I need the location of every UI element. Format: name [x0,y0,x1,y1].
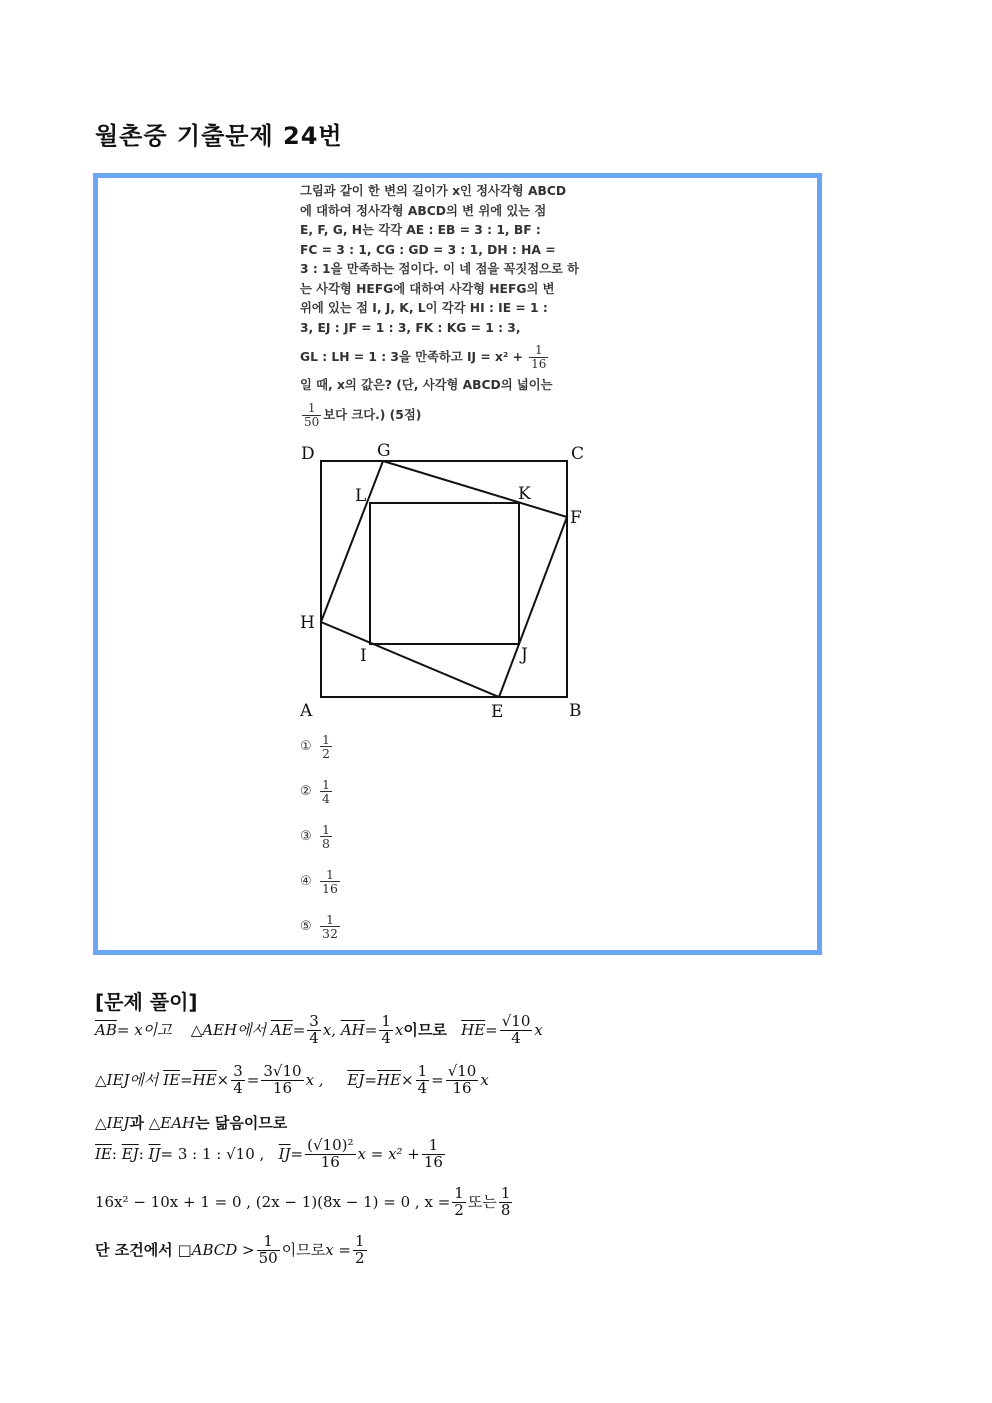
fraction [320,868,340,895]
math-text: x = x² + [357,1144,420,1163]
numerator: 1 [529,344,548,358]
choice-number: ③ [300,829,312,845]
choice-4[interactable] [300,868,342,895]
fraction [320,778,332,805]
segment: $\overline{HE}$ [461,1020,486,1039]
solution-heading: [문제 풀이] [95,990,198,1014]
fraction [307,1014,321,1047]
denominator: 16 [272,1078,293,1097]
segment: $\overline{IJ}$ [148,1144,161,1163]
denominator: 2 [454,1200,464,1219]
math-text: = 3 : 1 : √10 , [160,1144,265,1163]
fraction [416,1064,430,1097]
choice-number: ① [300,739,312,755]
choice-number: ② [300,784,312,800]
numerator: 1 [500,1184,511,1202]
segment: $\overline{HE}$ [376,1070,401,1089]
denominator: 16 [320,1152,340,1171]
choice-2[interactable] [300,778,334,805]
fraction [320,823,332,850]
numerator: 1 [381,1012,391,1030]
fraction [305,1138,355,1171]
math-text: △IEJ [95,1114,130,1132]
numerator: 1 [302,402,321,416]
question-line: 위에 있는 점 I, J, K, L이 각각 HI : IE = 1 : [300,301,548,315]
denominator: 8 [322,836,330,852]
numerator: 3 [233,1062,243,1080]
math-text: : [138,1144,144,1163]
question-line: 그림과 같이 한 변의 길이가 x인 정사각형 ABCD [300,184,567,198]
question-line: E, F, G, H는 각각 AE : EB = 3 : 1, BF : [300,223,541,237]
denominator: 4 [233,1078,243,1097]
numerator: √10 [447,1062,477,1080]
question-line: 3 : 1을 만족하는 점이다. 이 네 점을 꼭짓점으로 하 [300,262,580,276]
choice-1[interactable] [300,733,334,760]
segment: $\overline{HE}$ [192,1070,217,1089]
numerator: 1 [322,822,330,837]
numerator: 1 [257,1234,280,1251]
denominator: 4 [322,791,330,807]
fraction [302,402,321,428]
numerator: √10 [501,1012,531,1030]
math-text: x [534,1020,543,1039]
solution-line-6 [95,1234,369,1267]
solution-line-1 [95,1014,543,1047]
segment: $\overline{EJ}$ [121,1144,139,1163]
fraction [500,1014,533,1047]
math-text: 또는 [467,1192,497,1211]
fraction [353,1234,367,1267]
numerator: 1 [355,1232,365,1250]
label-f: F [570,508,582,528]
math-text: x , [305,1070,324,1089]
question-text [300,182,600,434]
denominator: 8 [500,1200,511,1219]
denominator: 50 [258,1248,278,1267]
denominator: 32 [322,926,338,942]
fraction [499,1186,513,1219]
denominator: 16 [322,881,338,897]
page-title: 월촌중 기출문제 24번 [95,122,343,150]
denominator: 16 [452,1078,472,1097]
numerator: 1 [417,1062,428,1080]
math-text: △AEH에서 [190,1020,267,1039]
segment: $\overline{IJ}$ [278,1144,291,1163]
math-text: × [401,1070,414,1089]
math-text: 16x² − 10x + 1 = 0 , (2x − 1)(8x − 1) = 0 , x = [95,1192,451,1211]
square-ijkl [370,503,519,644]
math-text: = [290,1144,304,1163]
math-text: × [216,1070,230,1089]
denominator: 4 [511,1028,521,1047]
fraction [452,1186,466,1219]
math-text: x [480,1070,489,1089]
math-text: x [394,1020,404,1039]
label-b: B [569,701,582,721]
segment: $\overline{EJ}$ [347,1070,365,1089]
math-text: = [364,1020,378,1039]
question-condition-suffix: 보다 크다.) (5점) [323,407,422,422]
choice-number: ⑤ [300,919,312,935]
label-k: K [518,484,531,504]
label-a: A [300,701,313,721]
solution-line-5 [95,1186,514,1219]
numerator: (√10)² [307,1136,354,1154]
math-text: = [364,1070,377,1089]
question-line [300,338,600,376]
geometry-diagram [296,441,596,726]
fraction [261,1064,303,1097]
math-text: = [246,1070,260,1089]
math-text: 이므로 [403,1020,447,1039]
numerator: 1 [322,777,330,792]
label-h: H [300,613,315,633]
fraction [320,913,340,940]
solution-line-3 [95,1112,287,1133]
math-text: = x이고 [116,1020,172,1039]
denominator: 4 [309,1028,319,1047]
math-text: △IEJ에서 [95,1070,159,1089]
fraction [529,344,548,370]
solution-line-2 [95,1064,489,1097]
math-text: = [180,1070,193,1089]
math-text: 단 조건에서 [95,1240,173,1259]
segment: $\overline{IE}$ [163,1070,181,1089]
math-text: x = [325,1240,351,1259]
segment: $\overline{IE}$ [95,1144,112,1163]
numerator: 3√10 [263,1062,302,1080]
numerator: 1 [320,868,340,882]
fraction [231,1064,245,1097]
question-line [300,396,600,434]
question-ij-condition: GL : LH = 1 : 3을 만족하고 IJ = x² + [300,350,523,364]
question-line: 에 대하여 정사각형 ABCD의 변 위에 있는 점 [300,203,547,218]
denominator: 4 [381,1028,391,1047]
solution-line-4 [95,1138,447,1171]
denominator: 50 [304,414,320,429]
denominator: 4 [417,1078,428,1097]
label-c: C [571,444,585,464]
fraction [422,1138,445,1171]
numerator: 3 [309,1012,319,1030]
choice-3[interactable] [300,823,334,850]
question-line: 일 때, x의 값은? (단, 사각형 ABCD의 넓이는 [300,378,553,392]
denominator: 2 [322,746,330,762]
math-text: = [485,1020,498,1039]
math-text: = [431,1070,444,1089]
math-text: = [292,1020,306,1039]
fraction [379,1014,393,1047]
question-line: 는 사각형 HEFG에 대하여 사각형 HEFG의 변 [300,281,555,296]
label-l: L [355,486,367,506]
label-d: D [301,444,315,464]
segment: $\overline{AB}$ [95,1020,117,1039]
numerator: 1 [320,913,340,927]
fraction [257,1234,280,1267]
numerator: 1 [454,1184,464,1202]
numerator: 1 [422,1138,445,1155]
math-text: △EAH [148,1114,196,1132]
segment: $\overline{AH}$ [340,1020,365,1039]
choice-number: ④ [300,874,312,890]
segment: $\overline{AE}$ [270,1020,293,1039]
denominator: 16 [423,1152,443,1171]
fraction [446,1064,479,1097]
choice-5[interactable] [300,913,342,940]
label-i: I [360,646,367,666]
question-line: FC = 3 : 1, CG : GD = 3 : 1, DH : HA = [300,242,556,257]
math-text: 이므로 [281,1240,326,1259]
math-text: 는 닮음이므로 [195,1114,288,1132]
math-text: □ABCD > [177,1240,255,1259]
math-text: x, [322,1020,337,1039]
question-line: 3, EJ : JF = 1 : 3, FK : KG = 1 : 3, [300,320,521,335]
math-text: 과 [129,1114,144,1132]
label-g: G [377,441,391,461]
denominator: 16 [531,357,547,371]
math-text: : [111,1144,117,1163]
denominator: 2 [355,1248,365,1267]
label-e: E [491,702,504,722]
fraction [320,733,332,760]
label-j: J [521,645,528,665]
numerator: 1 [322,732,330,747]
